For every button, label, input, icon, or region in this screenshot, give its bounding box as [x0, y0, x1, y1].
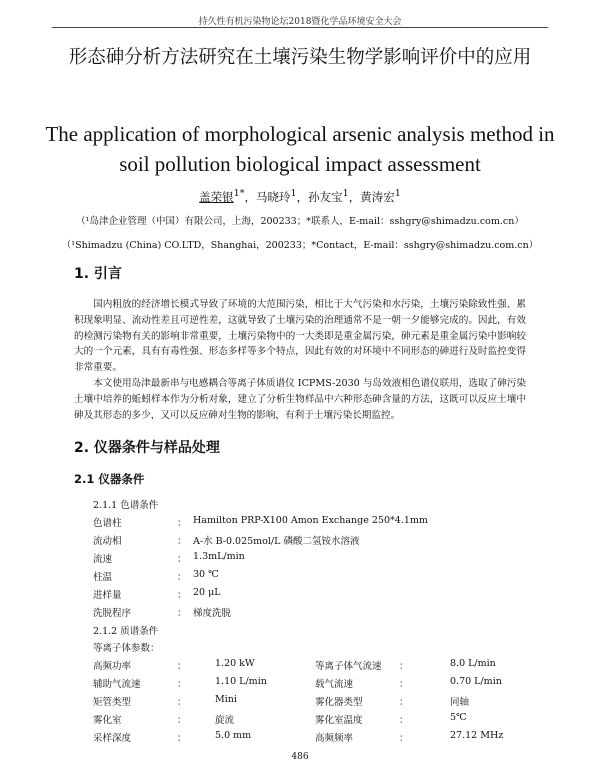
- param-label: 柱温: [93, 572, 113, 583]
- param-label: 雾化室: [93, 715, 122, 726]
- colon: ：: [177, 697, 187, 708]
- author-name: 孙友宝: [308, 189, 343, 204]
- param-label: 载气流速: [315, 679, 354, 690]
- param-value: 1.10 L/min: [215, 676, 267, 687]
- colon: ：: [399, 661, 409, 672]
- param-value: 旋流: [215, 715, 235, 726]
- colon: ：: [177, 715, 187, 726]
- param-value: Hamilton PRP-X100 Amon Exchange 250*4.1mm: [193, 515, 428, 526]
- section-heading-instruments: 2. 仪器条件与样品处理: [74, 440, 220, 456]
- colon: ：: [177, 661, 187, 672]
- author-first-sup: 1*: [233, 188, 245, 199]
- param-label: 雾化器类型: [315, 697, 363, 708]
- param-label: 色谱柱: [93, 518, 122, 529]
- param-label: 高频频率: [315, 733, 354, 744]
- param-value: 8.0 L/min: [450, 658, 496, 669]
- chromatography-title: 2.1.1 色谱条件: [93, 500, 159, 511]
- param-value: 27.12 MHz: [450, 730, 504, 741]
- param-label: 雾化室温度: [315, 715, 363, 726]
- param-value: 1.20 kW: [215, 658, 255, 669]
- author-sup: 1: [342, 188, 349, 199]
- colon: ：: [177, 554, 187, 565]
- param-label: 等离子体气流速: [315, 661, 382, 672]
- colon: ：: [399, 733, 409, 744]
- param-label: 辅助气流速: [93, 679, 141, 690]
- author-name: 黄涛宏: [360, 189, 395, 204]
- colon: ：: [177, 679, 187, 690]
- param-label: 进样量: [93, 590, 122, 601]
- introduction-body: [74, 297, 526, 423]
- param-value: Mini: [215, 694, 237, 705]
- param-value: 同轴: [450, 697, 470, 708]
- header-rule: [52, 27, 548, 28]
- page-number: 486: [291, 752, 309, 762]
- title-english: The application of morphological arsenic analysis method in soil pollution biological impact assessment: [45, 122, 555, 176]
- param-value: 20 μL: [193, 587, 221, 598]
- subsection-heading: 2.1 仪器条件: [74, 472, 145, 486]
- param-value: A-水 B-0.025mol/L 磷酸二氢铵水溶液: [193, 536, 360, 547]
- colon: ：: [177, 733, 187, 744]
- running-header: 持久性有机污染物论坛2018暨化学品环境安全大会: [198, 17, 402, 27]
- paragraph: 国内粗放的经济增长模式导致了环境的大范围污染，相比于大气污染和水污染，土壤污染除致性强、累积现象明显、流动性差且可逆性差，这就导致了土壤污染的治理通常不是一朝一夕能够完成的。因此，有效的检测污染物有关的影响非常重要，土壤污染物中的一大类即是重金属污染，砷元素是重金属污染中影响较大的一个元素，具有有毒性强、形态多样等多个特点，因此有效的对环境中不同形态的砷进行及时监控变得非常重要。: [74, 299, 526, 374]
- paragraph: 本文使用岛津最新串与电感耦合等离子体质谱仪 ICPMS-2030 与岛效液相色谱仪联用，选取了砷污染土壤中培养的蚯蚓样本作为分析对象，建立了分析生物样品中六种形态砷含量的方法，这既可以反应土壤中砷及其形态的多少，又可以反应砷对生物的影响，有利于土壤污染长期监控。: [74, 377, 526, 421]
- param-value: 5.0 mm: [215, 730, 252, 741]
- colon: ：: [177, 572, 187, 583]
- colon: ：: [399, 697, 409, 708]
- param-value: 1.3mL/min: [193, 551, 245, 562]
- author-sep: ，: [244, 189, 257, 204]
- param-value: 30 ℃: [193, 569, 219, 580]
- param-label: 流速: [93, 554, 113, 565]
- author-list: [0, 188, 600, 205]
- mass-spec-title: 2.1.2 质谱条件: [93, 626, 159, 637]
- author-first: 盖荣银: [199, 189, 234, 204]
- param-label: 矩管类型: [93, 697, 132, 708]
- colon: ：: [399, 679, 409, 690]
- author-sup: 1: [394, 188, 401, 199]
- param-label: 采样深度: [93, 733, 132, 744]
- param-label: 高频功率: [93, 661, 132, 672]
- author-sep: ，: [348, 189, 361, 204]
- section-heading-introduction: 1. 引言: [74, 266, 122, 282]
- author-sup: 1: [290, 188, 297, 199]
- param-label: 流动相: [93, 536, 122, 547]
- colon: ：: [399, 715, 409, 726]
- param-value: 5℃: [450, 712, 467, 723]
- author-name: 马晓玲: [256, 189, 291, 204]
- colon: ：: [177, 518, 187, 529]
- title-chinese: 形态砷分析方法研究在土壤污染生物学影响评价中的应用: [68, 47, 532, 68]
- param-value: 梯度洗脱: [193, 608, 232, 619]
- affiliation-chinese: （¹岛津企业管理（中国）有限公司，上海，200233；*联系人，E-mail：sshgry@shimadzu.com.cn）: [76, 216, 524, 227]
- colon: ：: [177, 608, 187, 619]
- plasma-params-title: 等离子体参数：: [93, 643, 160, 654]
- colon: ：: [177, 536, 187, 547]
- author-sep: ，: [296, 189, 309, 204]
- param-label: 洗脱程序: [93, 608, 132, 619]
- param-value: 0.70 L/min: [450, 676, 502, 687]
- affiliation-english: （¹Shimadzu (China) CO.LTD，Shanghai，200233；*Contact，E-mail：sshgry@shimadzu.com.cn）: [61, 240, 539, 251]
- colon: ：: [177, 590, 187, 601]
